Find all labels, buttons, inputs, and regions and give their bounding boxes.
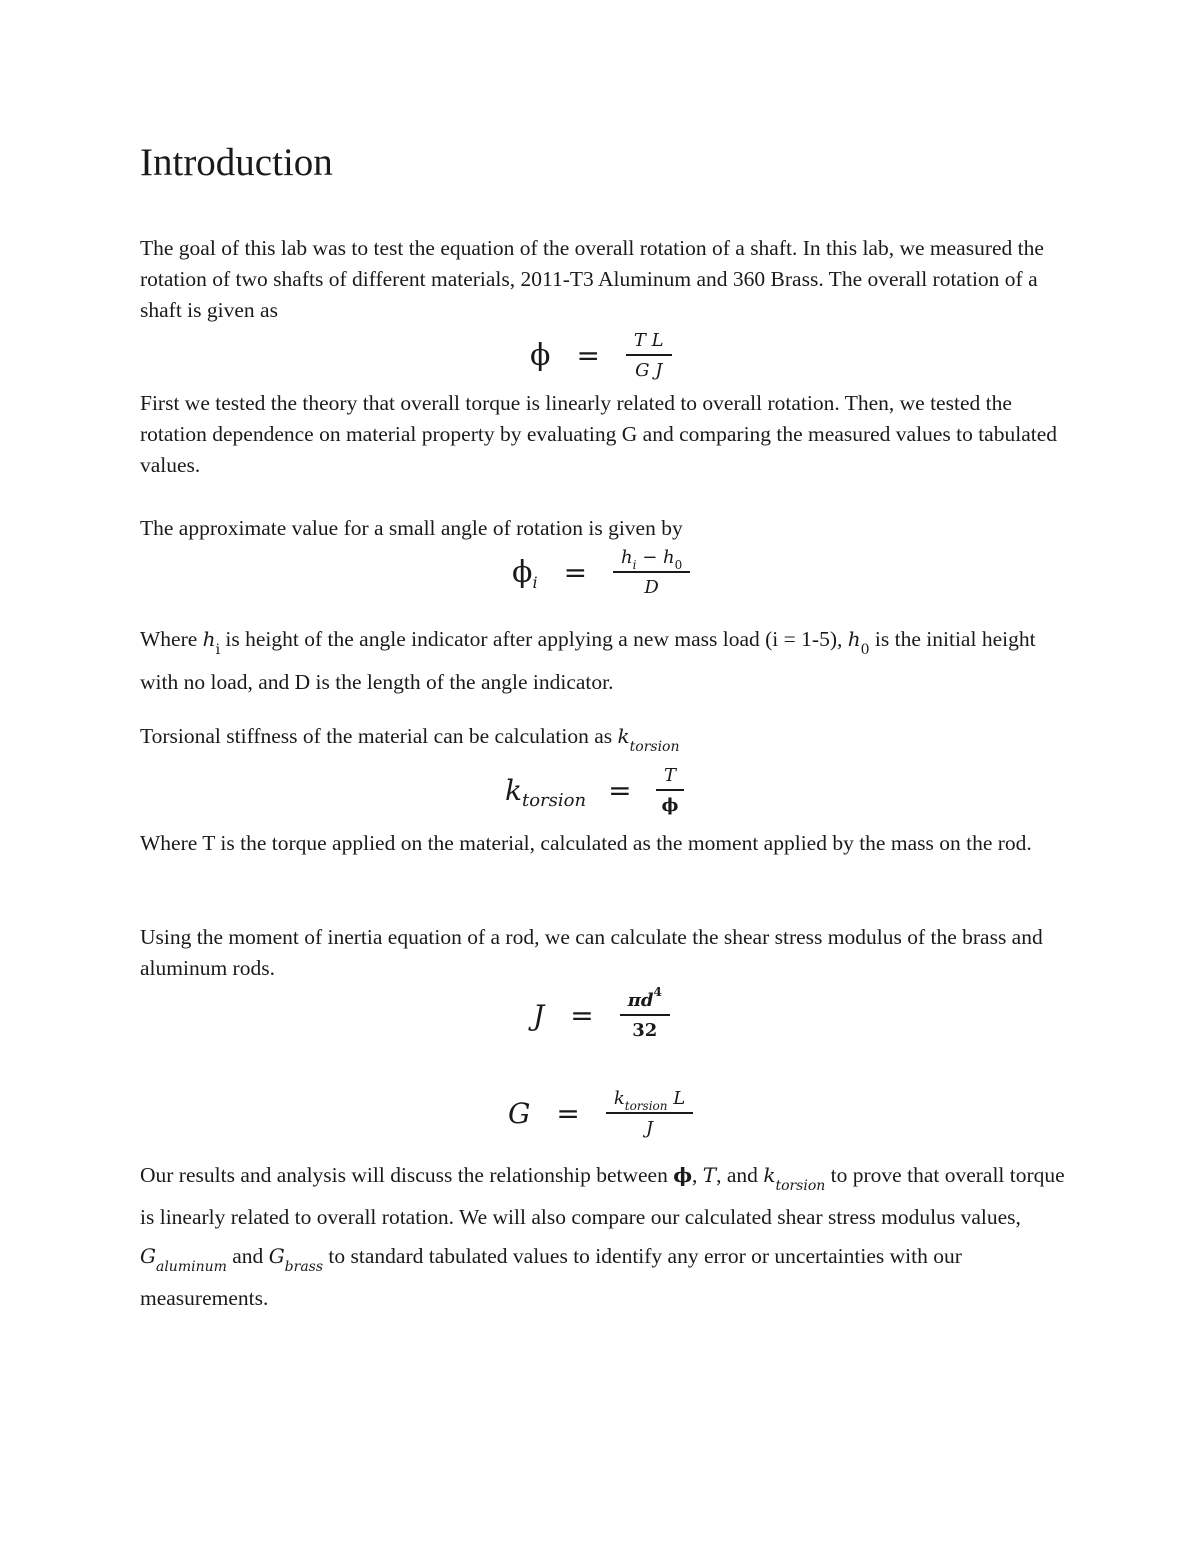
p8-G-aluminum-subscript: aluminum: [155, 1259, 227, 1275]
p8-text-3: to standard tabulated values to identify any error or uncertainties with our measurements.: [140, 1244, 962, 1310]
p4-h-0-subscript: 0: [860, 642, 870, 658]
equation-torsional-stiffness: [505, 765, 687, 816]
where-h-paragraph: [140, 619, 1070, 702]
p8-text-2: to prove that overall torque is linearly related to overall rotation. We will also compare our calculated shear stress modulus values,: [140, 1163, 1065, 1229]
torsional-stiffness-paragraph: [140, 721, 1070, 755]
eq3-equals: =: [608, 774, 632, 807]
p8-phi: ϕ: [673, 1163, 693, 1187]
eq4-exponent: 4: [653, 985, 662, 999]
results-paragraph: [140, 1156, 1070, 1318]
p4-text-3: is the initial height with no load, and D is the length of the angle indicator.: [140, 627, 1036, 694]
section-heading: Introduction: [140, 141, 333, 184]
eq5-L: L: [667, 1088, 686, 1109]
small-angle-paragraph: The approximate value for a small angle of rotation is given by: [140, 516, 683, 540]
p4-h-i: h: [202, 627, 216, 651]
eq5-numerator: [606, 1088, 693, 1114]
eq1-lhs: ϕ: [530, 338, 551, 373]
p4-h-i-subscript: i: [215, 642, 221, 658]
p8-k: k: [763, 1163, 776, 1187]
p4-h-0: h: [847, 627, 861, 651]
eq1-denominator: G J: [635, 360, 663, 381]
eq3-numerator: T: [656, 765, 684, 791]
eq3-fraction: [654, 765, 687, 816]
eq4-lhs: J: [533, 999, 545, 1032]
intro-paragraph: The goal of this lab was to test the equation of the overall rotation of a shaft. In this lab, we measured the rotation of two shafts of different materials, 2011-T3 Aluminum and 360 Brass. The overall rotation of a shaft is given as: [140, 236, 1044, 322]
p5-text-1: Torsional stiffness of the material can be calculation as: [140, 724, 618, 748]
eq1-numerator: T L: [626, 330, 672, 356]
eq2-denominator: D: [644, 577, 659, 598]
eq4-numerator: [620, 985, 670, 1016]
moment-of-inertia-paragraph: Using the moment of inertia equation of a rod, we can calculate the shear stress modulus of the brass and aluminum rods.: [140, 925, 1043, 980]
eq2-fraction: [613, 547, 690, 598]
eq2-lhs: ϕ: [512, 555, 533, 590]
eq3-lhs: k: [505, 774, 522, 807]
eq2-h-0-subscript: 0: [674, 558, 683, 572]
p8-G-brass-subscript: brass: [284, 1259, 324, 1275]
equation-moment-of-inertia: [533, 985, 670, 1041]
eq1-fraction: [626, 330, 672, 381]
p8-G-brass: G: [268, 1244, 285, 1268]
eq3-lhs-subscript: torsion: [521, 790, 587, 811]
eq5-fraction: [606, 1088, 693, 1139]
eq2-h-i: h: [621, 547, 633, 568]
p8-comma-1: ,: [692, 1163, 703, 1187]
eq5-equals: =: [556, 1097, 580, 1130]
p8-comma-2: , and: [716, 1163, 764, 1187]
eq3-denominator: ϕ: [661, 795, 679, 816]
eq2-minus: −: [636, 547, 664, 568]
equation-shear-modulus: [508, 1088, 693, 1139]
torque-paragraph: Where T is the torque applied on the material, calculated as the moment applied by the mass on the rod.: [140, 831, 1032, 855]
eq2-h-0: h: [663, 547, 675, 568]
p8-k-subscript: torsion: [775, 1178, 826, 1194]
eq2-h-i-subscript: i: [632, 558, 637, 572]
eq2-equals: =: [563, 556, 588, 589]
eq4-fraction: [620, 985, 670, 1041]
equation-overall-rotation: [530, 330, 672, 381]
eq4-equals: =: [570, 999, 594, 1032]
p8-T: T: [702, 1163, 717, 1187]
eq4-pi-d: πd: [627, 990, 654, 1011]
eq5-denominator: J: [645, 1118, 654, 1139]
eq5-lhs: G: [508, 1097, 531, 1130]
theory-paragraph: First we tested the theory that overall torque is linearly related to overall rotation. Then, we tested the rotation dependence on material property by evaluating G and comparing the measured values to tabulated values.: [140, 391, 1058, 477]
p4-text-2: is height of the angle indicator after applying a new mass load (i = 1-5),: [220, 627, 848, 651]
p8-and: and: [226, 1244, 269, 1268]
p5-k-subscript: torsion: [629, 739, 680, 755]
p5-k: k: [617, 724, 630, 748]
eq5-k-subscript: torsion: [624, 1099, 668, 1113]
p8-text-1: Our results and analysis will discuss the relationship between: [140, 1163, 674, 1187]
eq5-k: k: [613, 1088, 625, 1109]
eq1-equals: =: [576, 339, 600, 372]
equation-small-angle: [512, 547, 690, 598]
p8-G-aluminum: G: [140, 1244, 156, 1268]
eq2-numerator: [613, 547, 690, 573]
p4-text-1: Where: [140, 627, 203, 651]
eq4-denominator: 32: [632, 1020, 658, 1041]
eq2-lhs-subscript: i: [532, 573, 538, 592]
